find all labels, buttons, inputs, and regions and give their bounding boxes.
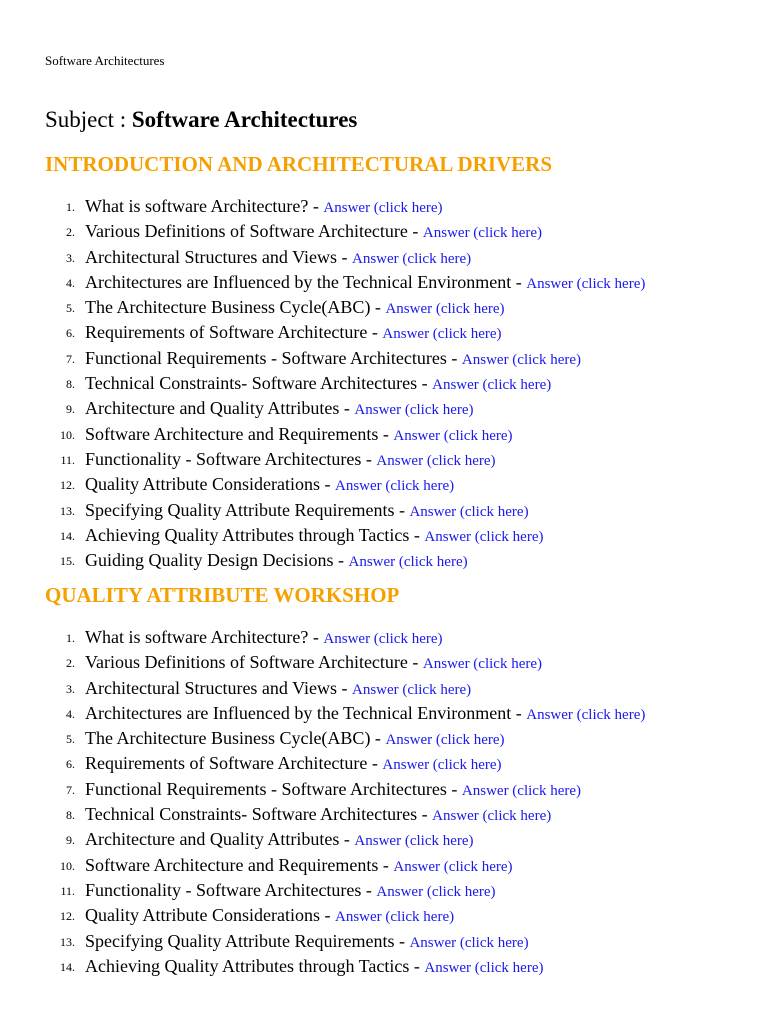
list-item (0, 322, 690, 344)
list-item (0, 500, 690, 522)
list-item (0, 373, 690, 395)
item-number: 3. (66, 681, 75, 696)
question-text: Requirements of Software Architecture - (85, 322, 383, 343)
list-item (0, 905, 690, 927)
list-item (0, 627, 690, 649)
question-text: The Architecture Business Cycle(ABC) - (85, 728, 386, 749)
item-number: 4. (66, 706, 75, 721)
answer-link[interactable]: Answer (click here) (354, 833, 474, 850)
subject-prefix: Subject : (45, 107, 132, 132)
answer-link[interactable]: Answer (click here) (334, 478, 455, 495)
answer-link[interactable]: Answer (click here) (348, 554, 468, 571)
item-number: 13. (60, 503, 75, 518)
item-number: 10. (60, 858, 75, 873)
item-number: 1. (66, 631, 75, 645)
question-text: Various Definitions of Software Architecture - (85, 652, 423, 673)
answer-link[interactable]: Answer (click here) (385, 732, 505, 749)
question-text: Requirements of Software Architecture - (85, 753, 383, 774)
item-number: 14. (60, 528, 75, 543)
item-number: 14. (60, 959, 75, 974)
answer-link[interactable]: Answer (click here) (393, 427, 513, 444)
question-text: Architectures are Influenced by the Technical Environment - (85, 702, 527, 723)
question-text: Functional Requirements - Software Architectures - (85, 347, 462, 368)
question-text: Guiding Quality Design Decisions - (85, 550, 349, 571)
subject-title: Software Architectures (131, 107, 358, 132)
item-number: 7. (66, 351, 75, 366)
item-number: 9. (66, 402, 75, 417)
answer-link[interactable]: Answer (click here) (422, 225, 543, 242)
item-number: 6. (66, 326, 75, 341)
list-item (0, 221, 690, 243)
item-number: 2. (66, 656, 75, 671)
item-number: 5. (66, 732, 75, 747)
answer-link[interactable]: Answer (click here) (393, 858, 513, 875)
item-number: 13. (60, 934, 75, 949)
list-item (0, 779, 690, 801)
item-number: 10. (60, 427, 75, 442)
question-text: Quality Attribute Considerations - (85, 474, 335, 495)
answer-link[interactable]: Answer (click here) (376, 452, 496, 469)
item-number: 8. (66, 377, 75, 392)
question-list-introduction (0, 196, 690, 575)
answer-link[interactable]: Answer (click here) (323, 631, 443, 647)
question-text: What is software Architecture? - (85, 627, 324, 647)
answer-link[interactable]: Answer (click here) (432, 377, 552, 394)
question-text: Technical Constraints- Software Architectures - (85, 373, 433, 394)
question-text: The Architecture Business Cycle(ABC) - (85, 297, 386, 318)
list-item (0, 804, 690, 826)
item-number: 12. (60, 478, 75, 493)
answer-link[interactable]: Answer (click here) (424, 959, 544, 976)
item-number: 5. (66, 301, 75, 316)
list-item (0, 398, 690, 420)
answer-link[interactable]: Answer (click here) (461, 351, 582, 368)
item-number: 1. (66, 200, 75, 214)
answer-link[interactable]: Answer (click here) (409, 503, 529, 520)
answer-link[interactable]: Answer (click here) (334, 909, 455, 926)
list-item (0, 829, 690, 851)
answer-link[interactable]: Answer (click here) (382, 757, 502, 774)
answer-link[interactable]: Answer (click here) (376, 883, 496, 900)
item-number: 15. (60, 554, 75, 569)
question-text: Architecture and Quality Attributes - (85, 398, 355, 419)
subject-heading (45, 106, 357, 134)
question-text: Software Architecture and Requirements - (85, 854, 394, 875)
answer-link[interactable]: Answer (click here) (424, 528, 544, 545)
item-number: 7. (66, 782, 75, 797)
answer-link[interactable]: Answer (click here) (385, 301, 505, 318)
list-item (0, 247, 690, 269)
answer-link[interactable]: Answer (click here) (354, 402, 474, 419)
item-number: 2. (66, 225, 75, 240)
question-text: Achieving Quality Attributes through Tactics - (85, 524, 425, 545)
answer-link[interactable]: Answer (click here) (461, 782, 582, 799)
list-item (0, 525, 690, 547)
answer-link[interactable]: Answer (click here) (352, 250, 472, 267)
list-item (0, 855, 690, 877)
item-number: 9. (66, 833, 75, 848)
list-item (0, 272, 690, 294)
running-head: Software Architectures (45, 53, 165, 68)
answer-link[interactable]: Answer (click here) (422, 656, 543, 673)
item-number: 8. (66, 808, 75, 823)
list-item (0, 753, 690, 775)
list-item (0, 703, 690, 725)
list-item (0, 550, 690, 572)
question-text: Software Architecture and Requirements - (85, 423, 394, 444)
item-number: 3. (66, 250, 75, 265)
question-text: Architectures are Influenced by the Technical Environment - (85, 271, 527, 292)
list-item (0, 196, 690, 218)
question-text: Technical Constraints- Software Architectures - (85, 804, 433, 825)
list-item (0, 474, 690, 496)
question-list-quality-attribute-workshop (0, 627, 690, 981)
question-text: Functional Requirements - Software Architectures - (85, 778, 462, 799)
question-text: Quality Attribute Considerations - (85, 905, 335, 926)
section-title-quality-attribute-workshop: QUALITY ATTRIBUTE WORKSHOP (45, 583, 400, 607)
list-item (0, 931, 690, 953)
list-item (0, 348, 690, 370)
answer-link[interactable]: Answer (click here) (526, 706, 646, 723)
question-text: Specifying Quality Attribute Requirements - (85, 930, 410, 951)
list-item (0, 728, 690, 750)
answer-link[interactable]: Answer (click here) (382, 326, 502, 343)
list-item (0, 297, 690, 319)
item-number: 4. (66, 275, 75, 290)
section-title-introduction: INTRODUCTION AND ARCHITECTURAL DRIVERS (45, 152, 553, 176)
list-item (0, 449, 690, 471)
item-number: 11. (60, 883, 75, 898)
question-text: Architectural Structures and Views - (85, 246, 353, 267)
answer-link[interactable]: Answer (click here) (352, 681, 472, 698)
question-text: Specifying Quality Attribute Requirements - (85, 499, 410, 520)
question-text: What is software Architecture? - (85, 196, 324, 216)
list-item (0, 880, 690, 902)
list-item (0, 652, 690, 674)
answer-link[interactable]: Answer (click here) (432, 808, 552, 825)
question-text: Architectural Structures and Views - (85, 677, 353, 698)
question-text: Functionality - Software Architectures - (85, 879, 377, 900)
list-item (0, 678, 690, 700)
question-text: Achieving Quality Attributes through Tactics - (85, 955, 425, 976)
list-item (0, 956, 690, 978)
item-number: 6. (66, 757, 75, 772)
question-text: Functionality - Software Architectures - (85, 448, 377, 469)
item-number: 11. (60, 452, 75, 467)
list-item (0, 424, 690, 446)
answer-link[interactable]: Answer (click here) (323, 200, 443, 216)
question-text: Architecture and Quality Attributes - (85, 829, 355, 850)
answer-link[interactable]: Answer (click here) (526, 275, 646, 292)
answer-link[interactable]: Answer (click here) (409, 934, 529, 951)
question-text: Various Definitions of Software Architecture - (85, 221, 423, 242)
item-number: 12. (60, 909, 75, 924)
